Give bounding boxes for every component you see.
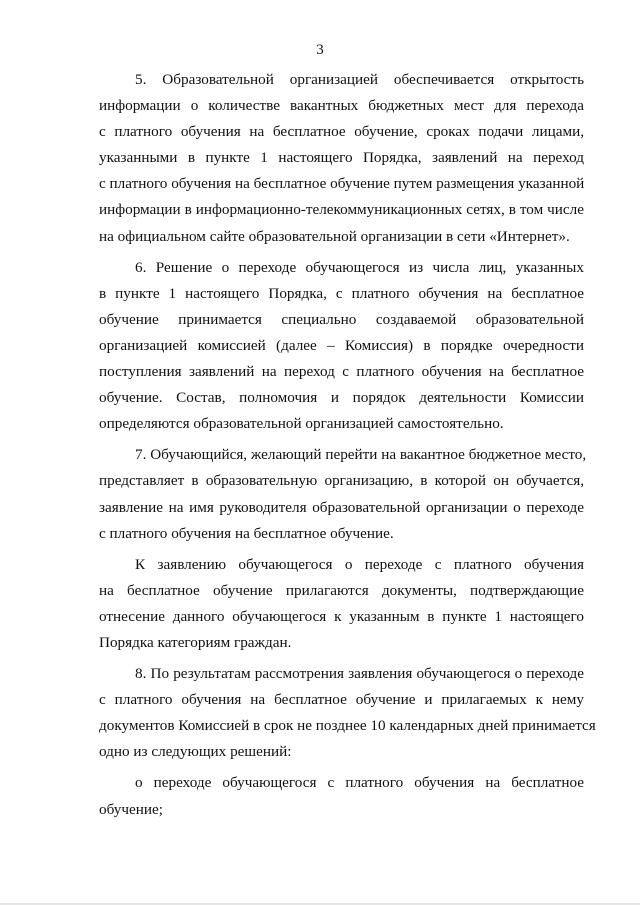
text-line: 7. Обучающийся, желающий перейти на вакантное бюджетное место, bbox=[135, 446, 587, 464]
text-line: с платного обучения на бесплатное обучение. bbox=[99, 524, 394, 542]
text-line: одно из следующих решений: bbox=[99, 743, 292, 761]
text-line: на официальном сайте образовательной организации в сети «Интернет». bbox=[99, 227, 570, 245]
paragraph-7-attachments bbox=[99, 552, 584, 656]
text-line: 6. Решение о переходе обучающегося из числа лиц, указанных bbox=[135, 258, 584, 276]
text-line: документов Комиссией в срок не позднее 10 календарных дней принимается bbox=[99, 717, 596, 735]
paragraph-8 bbox=[99, 661, 596, 765]
text-line: поступления заявлений на переход с платного обучения на бесплатное bbox=[99, 363, 584, 381]
paragraph-8-decision-1 bbox=[99, 770, 584, 822]
text-line: Порядка категориям граждан. bbox=[99, 633, 292, 651]
text-line: обучение. Состав, полномочия и порядок деятельности Комиссии bbox=[99, 389, 584, 407]
page-number: 3 bbox=[316, 42, 324, 58]
text-line: организацией комиссией (далее – Комиссия) в порядке очередности bbox=[99, 336, 584, 354]
text-line: обучение принимается специально создаваемой образовательной bbox=[99, 310, 584, 328]
text-line: 5. Образовательной организацией обеспечивается открытость bbox=[135, 71, 584, 88]
text-line: представляет в образовательную организацию, в которой он обучается, bbox=[99, 472, 584, 490]
text-line: с платного обучения на бесплатное обучение, сроках подачи лицами, bbox=[99, 123, 584, 141]
text-line: заявление на имя руководителя образовательной организации о переходе bbox=[99, 498, 584, 516]
text-line: указанными в пункте 1 настоящего Порядка, заявлений на переход bbox=[99, 149, 584, 167]
text-line: К заявлению обучающегося о переходе с платного обучения bbox=[135, 555, 584, 573]
text-line: информации о количестве вакантных бюджетных мест для перехода bbox=[99, 97, 584, 115]
text-line: в пункте 1 настоящего Порядка, с платного обучения на бесплатное bbox=[99, 284, 584, 302]
text-line: о переходе обучающегося с платного обучения на бесплатное bbox=[135, 774, 584, 792]
paragraph-5 bbox=[99, 67, 584, 250]
text-line: отнесение данного обучающегося к указанным в пункте 1 настоящего bbox=[99, 607, 584, 625]
text-line: определяются образовательной организацией самостоятельно. bbox=[99, 415, 504, 433]
text-line: на бесплатное обучение прилагаются документы, подтверждающие bbox=[99, 581, 584, 599]
text-line: 8. По результатам рассмотрения заявления обучающегося о переходе bbox=[135, 665, 584, 683]
paragraph-6 bbox=[99, 255, 584, 438]
paragraph-7 bbox=[99, 442, 587, 546]
text-line: обучение; bbox=[99, 800, 163, 818]
document-body bbox=[99, 67, 596, 823]
text-line: с платного обучения на бесплатное обучение путем размещения указанной bbox=[99, 175, 585, 193]
text-line: с платного обучения на бесплатное обучение и прилагаемых к нему bbox=[99, 691, 584, 709]
text-line: информации в информационно-телекоммуникационных сетях, в том числе bbox=[99, 201, 584, 219]
